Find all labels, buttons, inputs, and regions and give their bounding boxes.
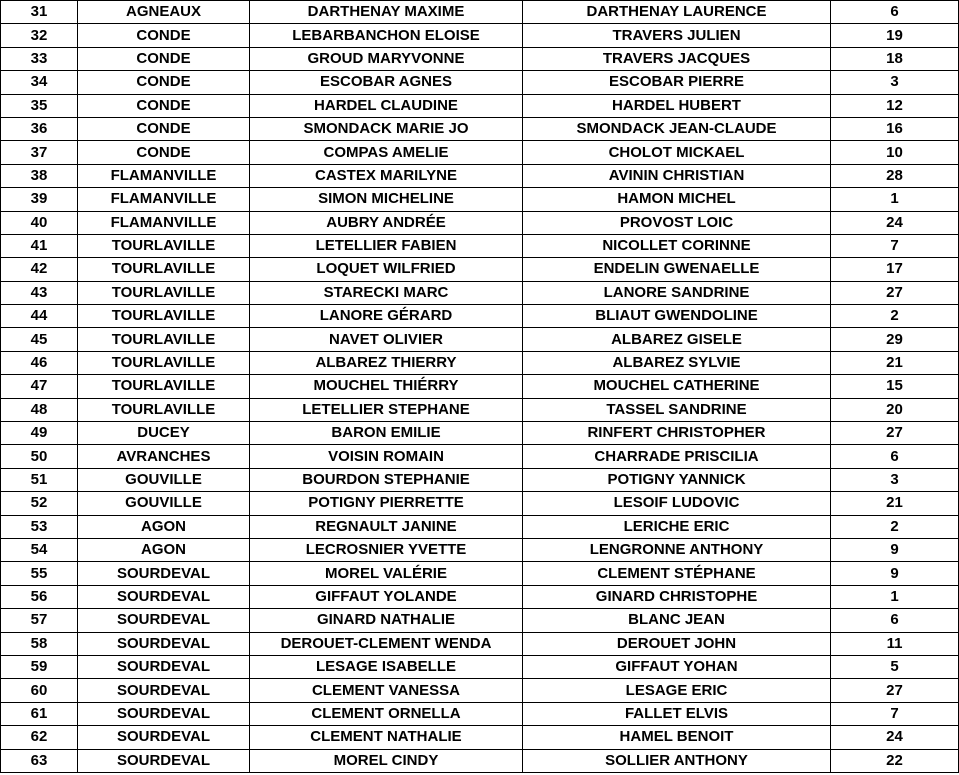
- second-partner-cell: TRAVERS JACQUES: [523, 47, 831, 70]
- score-cell: 15: [831, 375, 959, 398]
- table-row: [1, 375, 959, 398]
- city-cell: FLAMANVILLE: [78, 211, 250, 234]
- first-partner-cell: LEBARBANCHON ELOISE: [250, 24, 523, 47]
- row-number-cell: 61: [1, 702, 78, 725]
- row-number-cell: 50: [1, 445, 78, 468]
- city-cell: TOURLAVILLE: [78, 281, 250, 304]
- city-cell: AGON: [78, 538, 250, 561]
- first-partner-cell: GROUD MARYVONNE: [250, 47, 523, 70]
- score-cell: 6: [831, 1, 959, 24]
- first-partner-cell: GIFFAUT YOLANDE: [250, 585, 523, 608]
- city-cell: TOURLAVILLE: [78, 328, 250, 351]
- first-partner-cell: SIMON MICHELINE: [250, 188, 523, 211]
- table-row: [1, 749, 959, 772]
- city-cell: CONDE: [78, 117, 250, 140]
- score-cell: 24: [831, 726, 959, 749]
- second-partner-cell: CLEMENT STÉPHANE: [523, 562, 831, 585]
- city-cell: SOURDEVAL: [78, 585, 250, 608]
- second-partner-cell: NICOLLET CORINNE: [523, 234, 831, 257]
- row-number-cell: 62: [1, 726, 78, 749]
- score-cell: 9: [831, 538, 959, 561]
- first-partner-cell: LECROSNIER YVETTE: [250, 538, 523, 561]
- score-cell: 11: [831, 632, 959, 655]
- first-partner-cell: BOURDON STEPHANIE: [250, 468, 523, 491]
- second-partner-cell: CHARRADE PRISCILIA: [523, 445, 831, 468]
- score-cell: 27: [831, 679, 959, 702]
- score-cell: 29: [831, 328, 959, 351]
- row-number-cell: 33: [1, 47, 78, 70]
- row-number-cell: 49: [1, 422, 78, 445]
- second-partner-cell: LENGRONNE ANTHONY: [523, 538, 831, 561]
- city-cell: SOURDEVAL: [78, 726, 250, 749]
- city-cell: GOUVILLE: [78, 492, 250, 515]
- score-cell: 7: [831, 234, 959, 257]
- row-number-cell: 56: [1, 585, 78, 608]
- table-row: [1, 141, 959, 164]
- first-partner-cell: CLEMENT ORNELLA: [250, 702, 523, 725]
- table-row: [1, 211, 959, 234]
- first-partner-cell: DARTHENAY MAXIME: [250, 1, 523, 24]
- first-partner-cell: ESCOBAR AGNES: [250, 71, 523, 94]
- city-cell: AGNEAUX: [78, 1, 250, 24]
- second-partner-cell: MOUCHEL CATHERINE: [523, 375, 831, 398]
- second-partner-cell: LESAGE ERIC: [523, 679, 831, 702]
- row-number-cell: 57: [1, 609, 78, 632]
- first-partner-cell: CLEMENT VANESSA: [250, 679, 523, 702]
- second-partner-cell: AVININ CHRISTIAN: [523, 164, 831, 187]
- row-number-cell: 47: [1, 375, 78, 398]
- table-row: [1, 351, 959, 374]
- first-partner-cell: LANORE GÉRARD: [250, 305, 523, 328]
- first-partner-cell: POTIGNY PIERRETTE: [250, 492, 523, 515]
- table-row: [1, 164, 959, 187]
- second-partner-cell: HAMON MICHEL: [523, 188, 831, 211]
- score-cell: 2: [831, 305, 959, 328]
- row-number-cell: 60: [1, 679, 78, 702]
- table-row: [1, 1, 959, 24]
- city-cell: TOURLAVILLE: [78, 234, 250, 257]
- city-cell: GOUVILLE: [78, 468, 250, 491]
- second-partner-cell: GINARD CHRISTOPHE: [523, 585, 831, 608]
- row-number-cell: 35: [1, 94, 78, 117]
- table-row: [1, 445, 959, 468]
- table-row: [1, 655, 959, 678]
- score-cell: 2: [831, 515, 959, 538]
- score-cell: 27: [831, 281, 959, 304]
- second-partner-cell: DARTHENAY LAURENCE: [523, 1, 831, 24]
- row-number-cell: 32: [1, 24, 78, 47]
- row-number-cell: 34: [1, 71, 78, 94]
- row-number-cell: 45: [1, 328, 78, 351]
- row-number-cell: 37: [1, 141, 78, 164]
- table-row: [1, 632, 959, 655]
- row-number-cell: 38: [1, 164, 78, 187]
- table-row: [1, 398, 959, 421]
- first-partner-cell: LETELLIER FABIEN: [250, 234, 523, 257]
- table-row: [1, 726, 959, 749]
- score-cell: 1: [831, 585, 959, 608]
- table-row: [1, 188, 959, 211]
- row-number-cell: 41: [1, 234, 78, 257]
- second-partner-cell: CHOLOT MICKAEL: [523, 141, 831, 164]
- score-cell: 3: [831, 468, 959, 491]
- table-row: [1, 47, 959, 70]
- first-partner-cell: REGNAULT JANINE: [250, 515, 523, 538]
- table-row: [1, 492, 959, 515]
- second-partner-cell: SMONDACK JEAN-CLAUDE: [523, 117, 831, 140]
- row-number-cell: 40: [1, 211, 78, 234]
- score-cell: 6: [831, 609, 959, 632]
- table-row: [1, 562, 959, 585]
- second-partner-cell: ESCOBAR PIERRE: [523, 71, 831, 94]
- first-partner-cell: GINARD NATHALIE: [250, 609, 523, 632]
- second-partner-cell: SOLLIER ANTHONY: [523, 749, 831, 772]
- row-number-cell: 54: [1, 538, 78, 561]
- city-cell: TOURLAVILLE: [78, 305, 250, 328]
- score-cell: 12: [831, 94, 959, 117]
- second-partner-cell: PROVOST LOIC: [523, 211, 831, 234]
- table-row: [1, 538, 959, 561]
- second-partner-cell: GIFFAUT YOHAN: [523, 655, 831, 678]
- city-cell: CONDE: [78, 71, 250, 94]
- first-partner-cell: MOREL VALÉRIE: [250, 562, 523, 585]
- city-cell: TOURLAVILLE: [78, 351, 250, 374]
- first-partner-cell: STARECKI MARC: [250, 281, 523, 304]
- first-partner-cell: HARDEL CLAUDINE: [250, 94, 523, 117]
- city-cell: SOURDEVAL: [78, 749, 250, 772]
- score-cell: 18: [831, 47, 959, 70]
- city-cell: SOURDEVAL: [78, 679, 250, 702]
- second-partner-cell: POTIGNY YANNICK: [523, 468, 831, 491]
- score-cell: 24: [831, 211, 959, 234]
- first-partner-cell: CASTEX MARILYNE: [250, 164, 523, 187]
- row-number-cell: 44: [1, 305, 78, 328]
- table-row: [1, 679, 959, 702]
- city-cell: TOURLAVILLE: [78, 375, 250, 398]
- city-cell: AVRANCHES: [78, 445, 250, 468]
- first-partner-cell: AUBRY ANDRÉE: [250, 211, 523, 234]
- table-row: [1, 258, 959, 281]
- second-partner-cell: ENDELIN GWENAELLE: [523, 258, 831, 281]
- city-cell: SOURDEVAL: [78, 655, 250, 678]
- row-number-cell: 58: [1, 632, 78, 655]
- city-cell: FLAMANVILLE: [78, 188, 250, 211]
- first-partner-cell: VOISIN ROMAIN: [250, 445, 523, 468]
- city-cell: CONDE: [78, 141, 250, 164]
- first-partner-cell: ALBAREZ THIERRY: [250, 351, 523, 374]
- second-partner-cell: DEROUET JOHN: [523, 632, 831, 655]
- score-cell: 1: [831, 188, 959, 211]
- first-partner-cell: DEROUET-CLEMENT WENDA: [250, 632, 523, 655]
- table-row: [1, 468, 959, 491]
- first-partner-cell: LETELLIER STEPHANE: [250, 398, 523, 421]
- second-partner-cell: ALBAREZ GISELE: [523, 328, 831, 351]
- first-partner-cell: LESAGE ISABELLE: [250, 655, 523, 678]
- row-number-cell: 63: [1, 749, 78, 772]
- score-cell: 17: [831, 258, 959, 281]
- table-row: [1, 328, 959, 351]
- second-partner-cell: RINFERT CHRISTOPHER: [523, 422, 831, 445]
- table-row: [1, 305, 959, 328]
- score-cell: 28: [831, 164, 959, 187]
- score-cell: 19: [831, 24, 959, 47]
- city-cell: DUCEY: [78, 422, 250, 445]
- score-cell: 5: [831, 655, 959, 678]
- row-number-cell: 39: [1, 188, 78, 211]
- first-partner-cell: SMONDACK MARIE JO: [250, 117, 523, 140]
- row-number-cell: 48: [1, 398, 78, 421]
- second-partner-cell: BLANC JEAN: [523, 609, 831, 632]
- row-number-cell: 31: [1, 1, 78, 24]
- results-table-body: [1, 1, 959, 773]
- score-cell: 27: [831, 422, 959, 445]
- score-cell: 10: [831, 141, 959, 164]
- table-row: [1, 234, 959, 257]
- city-cell: FLAMANVILLE: [78, 164, 250, 187]
- second-partner-cell: TRAVERS JULIEN: [523, 24, 831, 47]
- first-partner-cell: CLEMENT NATHALIE: [250, 726, 523, 749]
- row-number-cell: 52: [1, 492, 78, 515]
- table-row: [1, 71, 959, 94]
- second-partner-cell: HAMEL BENOIT: [523, 726, 831, 749]
- score-cell: 21: [831, 351, 959, 374]
- city-cell: TOURLAVILLE: [78, 398, 250, 421]
- table-row: [1, 515, 959, 538]
- row-number-cell: 46: [1, 351, 78, 374]
- first-partner-cell: LOQUET WILFRIED: [250, 258, 523, 281]
- score-cell: 20: [831, 398, 959, 421]
- city-cell: AGON: [78, 515, 250, 538]
- second-partner-cell: FALLET ELVIS: [523, 702, 831, 725]
- first-partner-cell: COMPAS AMELIE: [250, 141, 523, 164]
- row-number-cell: 55: [1, 562, 78, 585]
- score-cell: 22: [831, 749, 959, 772]
- row-number-cell: 53: [1, 515, 78, 538]
- table-row: [1, 117, 959, 140]
- row-number-cell: 42: [1, 258, 78, 281]
- row-number-cell: 51: [1, 468, 78, 491]
- table-row: [1, 24, 959, 47]
- table-row: [1, 702, 959, 725]
- table-row: [1, 94, 959, 117]
- row-number-cell: 59: [1, 655, 78, 678]
- table-row: [1, 281, 959, 304]
- score-cell: 9: [831, 562, 959, 585]
- first-partner-cell: NAVET OLIVIER: [250, 328, 523, 351]
- city-cell: SOURDEVAL: [78, 702, 250, 725]
- score-cell: 21: [831, 492, 959, 515]
- city-cell: CONDE: [78, 24, 250, 47]
- table-row: [1, 609, 959, 632]
- city-cell: CONDE: [78, 47, 250, 70]
- first-partner-cell: BARON EMILIE: [250, 422, 523, 445]
- second-partner-cell: LESOIF LUDOVIC: [523, 492, 831, 515]
- city-cell: SOURDEVAL: [78, 562, 250, 585]
- city-cell: CONDE: [78, 94, 250, 117]
- row-number-cell: 36: [1, 117, 78, 140]
- table-row: [1, 585, 959, 608]
- city-cell: SOURDEVAL: [78, 632, 250, 655]
- second-partner-cell: BLIAUT GWENDOLINE: [523, 305, 831, 328]
- second-partner-cell: TASSEL SANDRINE: [523, 398, 831, 421]
- score-cell: 7: [831, 702, 959, 725]
- second-partner-cell: LANORE SANDRINE: [523, 281, 831, 304]
- score-cell: 3: [831, 71, 959, 94]
- score-cell: 16: [831, 117, 959, 140]
- second-partner-cell: HARDEL HUBERT: [523, 94, 831, 117]
- second-partner-cell: LERICHE ERIC: [523, 515, 831, 538]
- score-cell: 6: [831, 445, 959, 468]
- first-partner-cell: MOREL CINDY: [250, 749, 523, 772]
- row-number-cell: 43: [1, 281, 78, 304]
- city-cell: SOURDEVAL: [78, 609, 250, 632]
- first-partner-cell: MOUCHEL THIÉRRY: [250, 375, 523, 398]
- second-partner-cell: ALBAREZ SYLVIE: [523, 351, 831, 374]
- table-row: [1, 422, 959, 445]
- city-cell: TOURLAVILLE: [78, 258, 250, 281]
